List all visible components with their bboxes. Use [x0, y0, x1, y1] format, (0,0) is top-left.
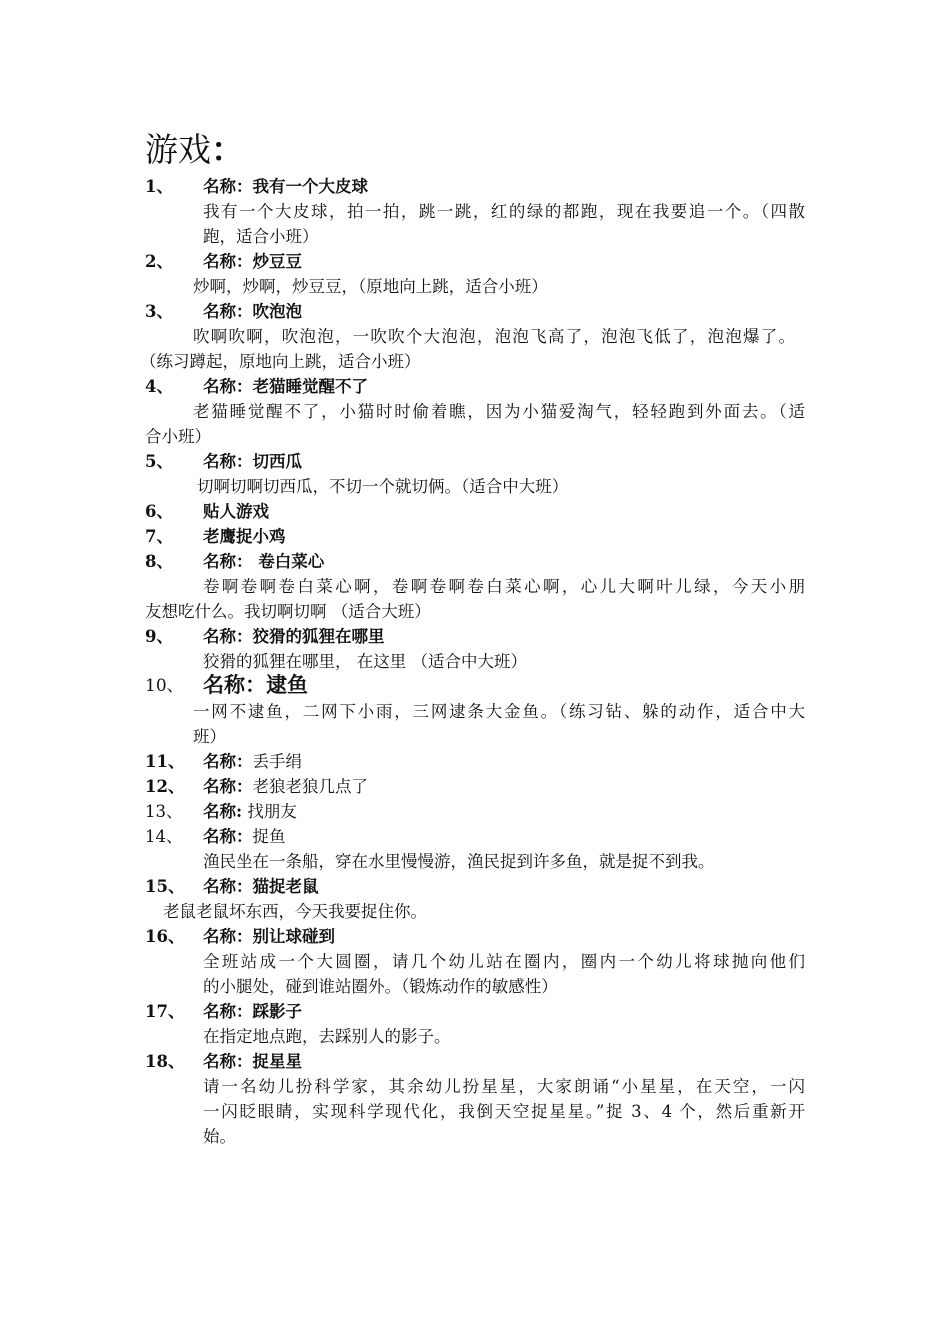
item-body-line: 一网不逮鱼，二网下小雨，三网逮条大金鱼。（练习钻、躲的动作，适合中大	[193, 702, 805, 721]
item-number: 18、	[145, 1052, 185, 1071]
item-title: 名称：吹泡泡	[203, 302, 302, 321]
item-title	[203, 824, 286, 849]
item-body-line: 老鼠老鼠坏东西，今天我要捉住你。	[163, 902, 427, 921]
item-body-line: 始。	[203, 1127, 236, 1146]
item-number: 14、	[145, 827, 183, 846]
item-body-line: 友想吃什么。我切啊切啊 （适合大班）	[145, 602, 431, 621]
item-body-line: 老猫睡觉醒不了，小猫时时偷着瞧，因为小猫爱淘气，轻轻跑到外面去。（适	[193, 402, 805, 421]
item-body-line: 切啊切啊切西瓜，不切一个就切俩。（适合中大班）	[197, 477, 569, 496]
item-number: 11、	[145, 752, 185, 771]
item-title: 名称：捉星星	[203, 1052, 302, 1071]
item-number: 16、	[145, 927, 185, 946]
item-number: 12、	[145, 777, 185, 796]
item-title-name: 老狼老狼几点了	[252, 777, 368, 796]
item-title	[203, 799, 297, 824]
item-title	[203, 774, 368, 799]
page-title	[145, 128, 244, 172]
item-number: 5、	[145, 452, 173, 471]
item-title-prefix: 名称：	[203, 752, 253, 771]
item-body-line: 卷啊卷啊卷白菜心啊，卷啊卷啊卷白菜心啊，心儿大啊叶儿绿，今天小朋	[203, 577, 805, 596]
item-body-line: 全班站成一个大圆圈，请几个幼儿站在圈内，圈内一个幼儿将球抛向他们	[203, 952, 805, 971]
item-number: 10、	[145, 676, 184, 696]
item-body-line: 的小腿处，碰到谁站圈外。（锻炼动作的敏感性）	[203, 977, 558, 996]
item-body-line: 渔民坐在一条船，穿在水里慢慢游，渔民捉到许多鱼，就是捉不到我。	[203, 852, 715, 871]
item-body-line: 在指定地点跑，去踩别人的影子。	[203, 1027, 451, 1046]
item-title-prefix: 名称：	[203, 827, 253, 846]
item-body-line: 班）	[193, 727, 226, 746]
item-body-line: （练习蹲起，原地向上跳，适合小班）	[140, 352, 421, 371]
item-number: 13、	[145, 802, 183, 821]
item-number: 9、	[145, 627, 173, 646]
item-number: 4、	[145, 377, 173, 396]
item-title-name: 捉鱼	[252, 827, 286, 846]
item-body-line: 请一名幼儿扮科学家，其余幼儿扮星星，大家朗诵“小星星，在天空，一闪	[203, 1077, 805, 1096]
item-body-line: 一闪眨眼睛，实现科学现代化，我倒天空捉星星。”捉 3、4 个，然后重新开	[203, 1102, 805, 1121]
item-body-line: 炒啊，炒啊，炒豆豆，（原地向上跳，适合小班）	[193, 277, 548, 296]
item-title: 名称：老猫睡觉醒不了	[203, 377, 368, 396]
item-body-line: 吹啊吹啊，吹泡泡，一吹吹个大泡泡，泡泡飞高了，泡泡飞低了，泡泡爆了。	[193, 327, 795, 346]
item-title-name: 丢手绢	[252, 752, 302, 771]
item-title: 名称：猫捉老鼠	[203, 877, 319, 896]
item-title: 名称： 卷白菜心	[203, 552, 325, 571]
item-title-prefix: 名称:	[203, 802, 243, 821]
item-title: 名称：炒豆豆	[203, 252, 302, 271]
item-body-line: 我有一个大皮球，拍一拍，跳一跳，红的绿的都跑，现在我要追一个。（四散	[203, 202, 805, 221]
page-title-colon: ：	[211, 130, 244, 169]
item-title: 名称：踩影子	[203, 1002, 302, 1021]
item-title-prefix: 名称：	[203, 777, 253, 796]
item-title: 名称：我有一个大皮球	[203, 177, 368, 196]
item-number: 17、	[145, 1002, 185, 1021]
item-title: 名称：狡猾的狐狸在哪里	[203, 627, 385, 646]
item-body-line: 跑，适合小班）	[203, 227, 319, 246]
item-title: 名称：逮鱼	[203, 672, 308, 697]
item-number: 6、	[145, 502, 173, 521]
item-title: 名称：切西瓜	[203, 452, 302, 471]
item-body-line: 合小班）	[145, 427, 211, 446]
item-title: 老鹰捉小鸡	[203, 527, 286, 546]
item-number: 7、	[145, 527, 173, 546]
item-title: 贴人游戏	[203, 502, 269, 521]
item-number: 15、	[145, 877, 185, 896]
item-number: 1、	[145, 177, 173, 196]
item-number: 8、	[145, 552, 173, 571]
item-number: 3、	[145, 302, 173, 321]
page-title-text: 游戏	[145, 130, 211, 169]
item-body-line: 狡猾的狐狸在哪里， 在这里 （适合中大班）	[203, 652, 527, 671]
item-title: 名称：别让球碰到	[203, 927, 335, 946]
item-title-name: 找朋友	[242, 802, 297, 821]
item-title	[203, 749, 302, 774]
item-number: 2、	[145, 252, 173, 271]
